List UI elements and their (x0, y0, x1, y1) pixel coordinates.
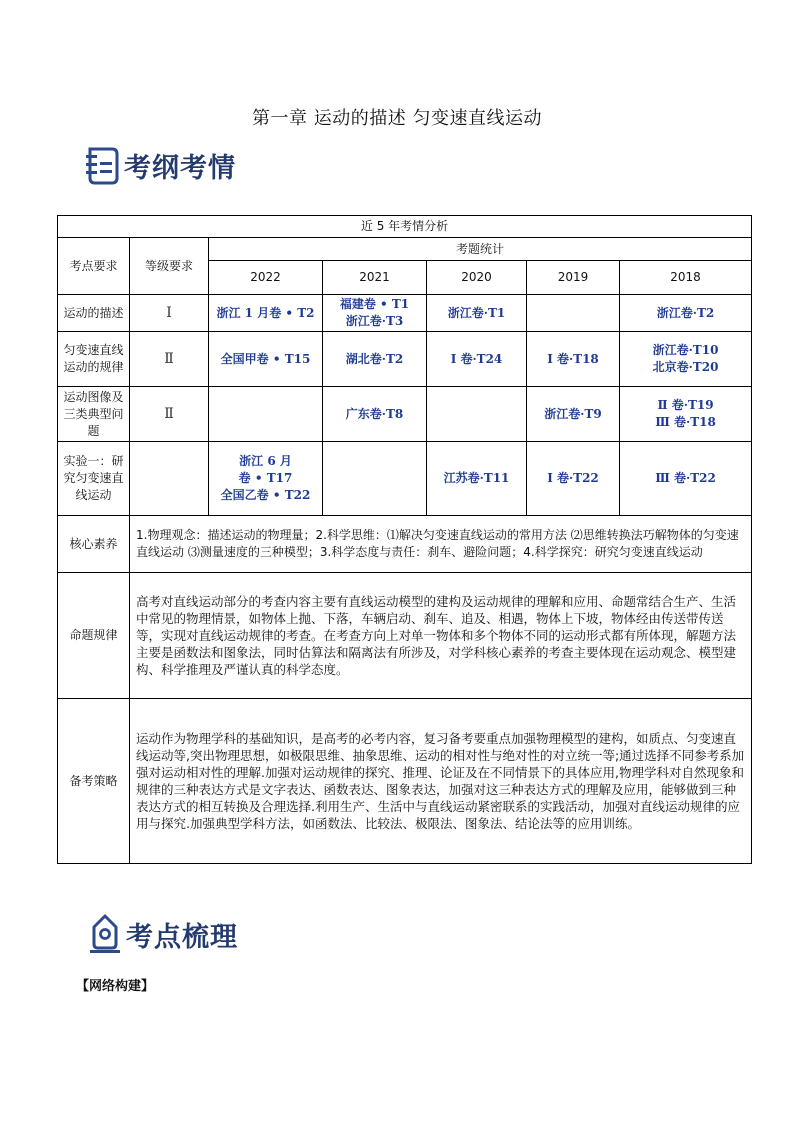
row-label: 备考策略 (58, 699, 130, 864)
ref-cell: 浙江卷·T2 (620, 295, 752, 332)
ref-cell: 湖北卷·T2 (323, 332, 427, 387)
ref-cell (323, 295, 427, 332)
ref-cell: 广东卷·T8 (323, 387, 427, 442)
ref-cell (527, 295, 620, 332)
ref-cell: 浙江卷·T9 (527, 387, 620, 442)
ref-cell: Ⅰ 卷·T18 (527, 332, 620, 387)
ref-line: 北京卷·T20 (652, 360, 719, 374)
ref-line: Ⅱ 卷·T19 (657, 398, 714, 412)
row-label: 核心素养 (58, 516, 130, 573)
row-label: 命题规律 (58, 573, 130, 699)
col-header-level: 等级要求 (130, 238, 209, 295)
core-literacy-text: 1.物理观念：描述运动的物理量；2.科学思维：⑴解决匀变速直线运动的常用方法 ⑵思维转换法巧解物体的匀变速直线运动 ⑶测量速度的三种模型；3.科学态度与责任：刹车、避险问题；4.科学探究：研究匀变速直线运动 (130, 516, 752, 573)
topic-cell: 运动图像及三类典型问题 (58, 387, 130, 442)
level-cell: Ⅰ (130, 295, 209, 332)
section-header-outline (86, 146, 236, 185)
section-title-outline: 考纲考情 (124, 153, 236, 184)
ref-line: 卷 • T17 (238, 471, 293, 485)
topic-cell: 运动的描述 (58, 295, 130, 332)
ref-cell (620, 387, 752, 442)
prep-strategy-text: 运动作为物理学科的基础知识，是高考的必考内容，复习备考要重点加强物理模型的建构，如质点、匀变速直线运动等,突出物理思想，如极限思维、抽象思维、运动的相对性与绝对性的对立统一等;通过选择不同参考系加强对运动相对性的理解.加强对运动规律的探究、推理、论证及在不同情景下的具体应用,物理学科对自然现象和规律的三种表达方式是文字表达、函数表达、图象表达，加强对这三种表达方式的理解及应用，能够做到三种表达方式的相互转换及合理选择.利用生产、生活中与直线运动紧密联系的实践活动，加强对直线运动规律的应用与探究.加强典型学科方法，如函数法、比较法、极限法、图象法、结论法等的应用训练。 (130, 699, 752, 864)
ref-cell: Ⅲ 卷·T22 (620, 442, 752, 516)
year-header: 2019 (527, 261, 620, 295)
col-header-stats: 考题统计 (209, 238, 752, 261)
ref-line: 浙江卷·T10 (652, 343, 719, 357)
table-row (58, 387, 752, 442)
ref-line: 福建卷 • T1 (339, 297, 410, 311)
year-header: 2022 (209, 261, 323, 295)
table-row (58, 573, 752, 699)
ref-cell: Ⅰ 卷·T24 (427, 332, 527, 387)
level-cell (130, 442, 209, 516)
ref-cell (427, 387, 527, 442)
table-caption: 近 5 年考情分析 (58, 216, 752, 238)
exam-pattern-text: 高考对直线运动部分的考查内容主要有直线运动模型的建构及运动规律的理解和应用、命题常结合生产、生活中常见的物理情景，如物体上抛、下落，车辆启动、刹车、追及、相遇，物体上下坡，物体经由传送带传送等，实现对直线运动规律的考查。在考查方向上对单一物体和多个物体不同的运动形式都有所体现，解题方法主要是函数法和图象法，同时估算法和隔离法有所涉及，对学科核心素养的考查主要体现在运动观念、模型建构、科学推理及严谨认真的科学态度。 (130, 573, 752, 699)
year-header: 2021 (323, 261, 427, 295)
year-header: 2018 (620, 261, 752, 295)
ref-cell: 江苏卷·T11 (427, 442, 527, 516)
table-row (58, 699, 752, 864)
ref-line: 全国乙卷 • T22 (220, 488, 311, 502)
ref-cell: 全国甲卷 • T15 (209, 332, 323, 387)
ref-line: 浙江 6 月 (239, 454, 292, 468)
section-title-review: 考点梳理 (126, 921, 238, 953)
ref-cell: 浙江 1 月卷 • T2 (209, 295, 323, 332)
ref-cell (209, 442, 323, 516)
level-cell: Ⅱ (130, 387, 209, 442)
ref-cell (620, 332, 752, 387)
document-list-icon (86, 147, 120, 185)
ref-line: 浙江卷·T3 (345, 314, 404, 328)
ref-cell: 浙江卷·T1 (427, 295, 527, 332)
ref-cell: Ⅰ 卷·T22 (527, 442, 620, 516)
table-row (58, 516, 752, 573)
ref-line: Ⅲ 卷·T18 (655, 415, 716, 429)
level-cell: Ⅱ (130, 332, 209, 387)
table-row (58, 442, 752, 516)
section-header-review (90, 914, 238, 954)
location-pin-icon (90, 914, 120, 954)
col-header-topic: 考点要求 (58, 238, 130, 295)
ref-cell (323, 442, 427, 516)
page-title: 第一章 运动的描述 匀变速直线运动 (252, 108, 542, 129)
topic-cell: 实验一：研究匀变速直线运动 (58, 442, 130, 516)
year-header: 2020 (427, 261, 527, 295)
table-row (58, 295, 752, 332)
network-construction-heading: 【网络构建】 (76, 979, 155, 994)
exam-analysis-table (57, 215, 752, 864)
table-row (58, 332, 752, 387)
ref-cell (209, 387, 323, 442)
topic-cell: 匀变速直线运动的规律 (58, 332, 130, 387)
